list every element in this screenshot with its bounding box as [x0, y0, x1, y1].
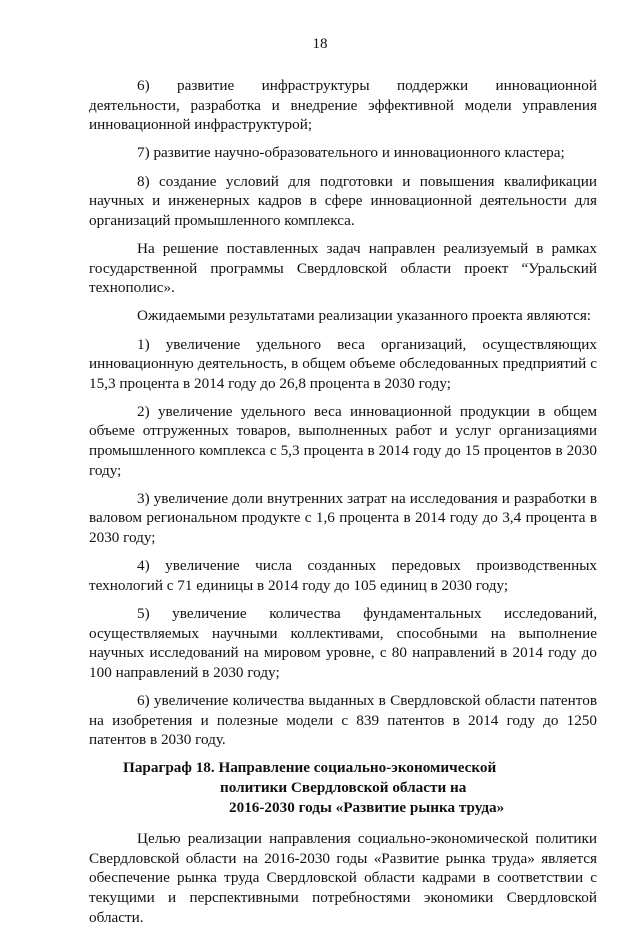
paragraph-result-6: 6) увеличение количества выданных в Свердловской области патентов на изобретения и полезные модели с 839 патентов в 2014 году до 1250 патентов в 2030 году.	[89, 691, 597, 749]
paragraph-goal: Целью реализации направления социально-экономической политики Свердловской области на 2016-2030 годы «Развитие рынка труда» является обеспечение рынка труда Свердловской области кадрами в соответствии с текущими и перспективными потребностями экономики Свердловской области.	[89, 830, 597, 926]
paragraph-results-intro: Ожидаемыми результатами реализации указанного проекта являются:	[137, 307, 592, 325]
page-number: 18	[312, 36, 328, 52]
paragraph-result-5: 5) увеличение количества фундаментальных исследований, осуществляемых научными коллективами, способными на выполнение научных исследований на мировом уровне, с 80 направлений в 2014 году до 100 направлений в 2030 году;	[89, 605, 597, 681]
paragraph-result-4: 4) увеличение числа созданных передовых производственных технологий с 71 единицы в 2014 году до 105 единиц в 2030 году;	[89, 557, 597, 594]
paragraph-result-3: 3) увеличение доли внутренних затрат на исследования и разработки в валовом региональном продукте с 1,6 процента в 2014 году до 3,4 процента в 2030 году;	[89, 489, 597, 547]
paragraph-result-2: 2) увеличение удельного веса инновационной продукции в общем объеме отгруженных товаров, выполненных работ и услуг организациями промышленного комплекса с 5,3 процента в 2014 году до 15 процентов в 2030 году;	[89, 402, 597, 479]
paragraph-item-8: 8) создание условий для подготовки и повышения квалификации научных и инженерных кадров в сфере инновационной деятельности для организаций промышленного комплекса.	[89, 172, 597, 229]
heading-line-1: Параграф 18. Направление социально-экономической	[123, 759, 497, 777]
document-body	[89, 76, 597, 936]
heading-line-3: 2016-2030 годы «Развитие рынка труда»	[229, 798, 505, 816]
paragraph-result-1: 1) увеличение удельного веса организаций, осуществляющих инновационную деятельность, в общем объеме обследованных предприятий с 15,3 процента в 2014 году до 26,8 процента в 2030 году;	[89, 335, 597, 392]
paragraph-item-7: 7) развитие научно-образовательного и инновационного кластера;	[137, 144, 565, 162]
paragraph-project: На решение поставленных задач направлен реализуемый в рамках государственной программы Свердловской области проект “Уральский технополис».	[89, 239, 597, 297]
heading-line-2: политики Свердловской области на	[220, 778, 467, 796]
paragraph-item-6: 6) развитие инфраструктуры поддержки инновационной деятельности, разработка и внедрение эффективной модели управления инновационной инфраструктурой;	[89, 77, 597, 134]
section-heading	[89, 758, 597, 817]
